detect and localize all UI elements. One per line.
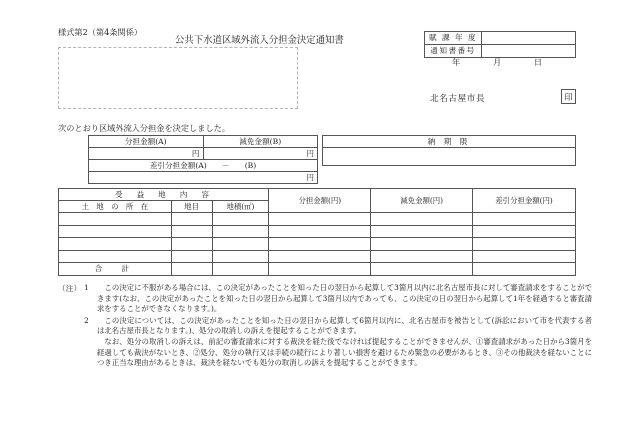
total-share-amount[interactable] — [269, 263, 371, 276]
payment-deadline-table — [322, 135, 576, 166]
payment-deadline-value[interactable] — [323, 148, 576, 166]
table-row — [59, 225, 576, 238]
net-amount-header: 差引分担金額(A) － (B) — [89, 160, 318, 172]
total-net-amount[interactable] — [473, 263, 576, 276]
form-number: 様式第2（第4条関係） — [58, 27, 143, 37]
note-number-1: 1 — [84, 283, 89, 292]
note-item-1 — [58, 283, 592, 315]
land-detail-table — [58, 188, 576, 276]
table-row — [425, 32, 576, 45]
cell-reduction-amount[interactable] — [371, 250, 473, 263]
cell-net-amount[interactable] — [473, 250, 576, 263]
note-paragraph: この決定については、この決定があったことを知った日の翌日から起算して6箇月以内に、北名古屋市を被告として(訴訟において市を代表する者は北名古屋市長となります。)、処分の取消しの訴えを提起することができます。 — [97, 315, 592, 336]
cell-land-category[interactable] — [171, 225, 212, 238]
table-row — [59, 250, 576, 263]
table-row — [425, 45, 576, 58]
notice-number-value[interactable] — [482, 45, 576, 58]
notes-section — [58, 283, 592, 370]
table-row — [59, 238, 576, 251]
cell-share-amount[interactable] — [269, 213, 371, 226]
share-amount-header: 分担金額(A) — [89, 136, 204, 148]
column-header-net-amount: 差引分担金額(円) — [473, 189, 576, 213]
table-row — [89, 136, 318, 148]
fiscal-year-label: 賦 課 年 度 — [425, 32, 482, 45]
cell-land-area[interactable] — [212, 238, 269, 251]
cell-land-location[interactable] — [59, 250, 172, 263]
column-header-share-amount: 分担金額(円) — [269, 189, 371, 213]
cell-land-location[interactable] — [59, 225, 172, 238]
payment-deadline-header: 納 期 限 — [323, 136, 576, 148]
note-paragraph: なお、処分の取消しの訴えは、前記の審査請求に対する裁決を経た後でなければ提起することができませんが、①審査請求があった日から3箇月を経過しても裁決がないとき、②処分、処分の執行又は手続の続行により著しい損害を避けるため緊急の必要があるとき、③その他裁決を経ないことにつき正当な理由があるときは、裁決を経ないでも処分の取消しの訴えを提起することができます。 — [97, 336, 592, 368]
amount-table — [88, 135, 318, 184]
cell-land-category[interactable] — [171, 238, 212, 251]
cell-land-area[interactable] — [212, 213, 269, 226]
document-title: 公共下水道区域外流入分担金決定通知書 — [175, 35, 344, 46]
issue-date-line[interactable]: 年 月 日 — [452, 57, 543, 67]
fiscal-year-value[interactable] — [482, 32, 576, 45]
cell-land-area[interactable] — [212, 225, 269, 238]
cell-share-amount[interactable] — [269, 250, 371, 263]
table-total-row — [59, 263, 576, 276]
cell-reduction-amount[interactable] — [371, 238, 473, 251]
cell-land-location[interactable] — [59, 238, 172, 251]
table-row — [89, 148, 318, 160]
total-land-category[interactable] — [171, 263, 212, 276]
cell-land-category[interactable] — [171, 250, 212, 263]
table-row — [323, 148, 576, 166]
total-reduction-amount[interactable] — [371, 263, 473, 276]
issuer-mayor-name: 北名古屋市長 — [430, 94, 486, 104]
note-number-2: 2 — [84, 315, 89, 325]
column-header-land-location: 土 地 の 所 在 — [59, 201, 172, 213]
total-label: 合 計 — [59, 263, 172, 276]
table-row — [89, 172, 318, 184]
column-header-land-area: 地積(㎡) — [212, 201, 269, 213]
column-header-land-category: 地目 — [171, 201, 212, 213]
reduction-amount-value[interactable]: 円 — [203, 148, 318, 160]
recipient-address-block — [58, 47, 298, 109]
share-amount-value[interactable]: 円 — [89, 148, 204, 160]
net-amount-value[interactable]: 円 — [89, 172, 318, 184]
note-body-2 — [97, 316, 592, 369]
cell-land-category[interactable] — [171, 213, 212, 226]
cell-reduction-amount[interactable] — [371, 213, 473, 226]
notice-number-label: 通知書番号 — [425, 45, 482, 58]
note-body-1 — [97, 283, 592, 315]
cell-share-amount[interactable] — [269, 238, 371, 251]
seal-stamp-box: 印 — [561, 89, 576, 104]
table-row — [59, 213, 576, 226]
cell-land-location[interactable] — [59, 213, 172, 226]
cell-land-area[interactable] — [212, 250, 269, 263]
lead-sentence: 次のとおり区域外流入分担金を決定しました。 — [58, 123, 230, 133]
cell-net-amount[interactable] — [473, 213, 576, 226]
total-land-area[interactable] — [212, 263, 269, 276]
beneficiary-land-group-header: 受 益 地 内 容 — [59, 189, 269, 201]
cell-net-amount[interactable] — [473, 225, 576, 238]
meta-table — [424, 31, 576, 58]
table-row — [323, 136, 576, 148]
notes-label: （注） — [58, 284, 82, 293]
note-item-2 — [58, 316, 592, 369]
cell-reduction-amount[interactable] — [371, 225, 473, 238]
table-header-row — [59, 189, 576, 201]
cell-net-amount[interactable] — [473, 238, 576, 251]
column-header-reduction-amount: 減免金額(円) — [371, 189, 473, 213]
cell-share-amount[interactable] — [269, 225, 371, 238]
reduction-amount-header: 減免金額(B) — [203, 136, 318, 148]
note-paragraph: この決定に不服がある場合には、この決定があったことを知った日の翌日から起算して3箇月以内に北名古屋市長に対して審査請求をすることができます(なお、この決定があったことを知った日の翌日から起算して3箇月以内であっても、この決定の日の翌日から起算して1年を経過すると審査請求をすることができなくなります。)。 — [97, 283, 592, 314]
table-row — [89, 160, 318, 172]
